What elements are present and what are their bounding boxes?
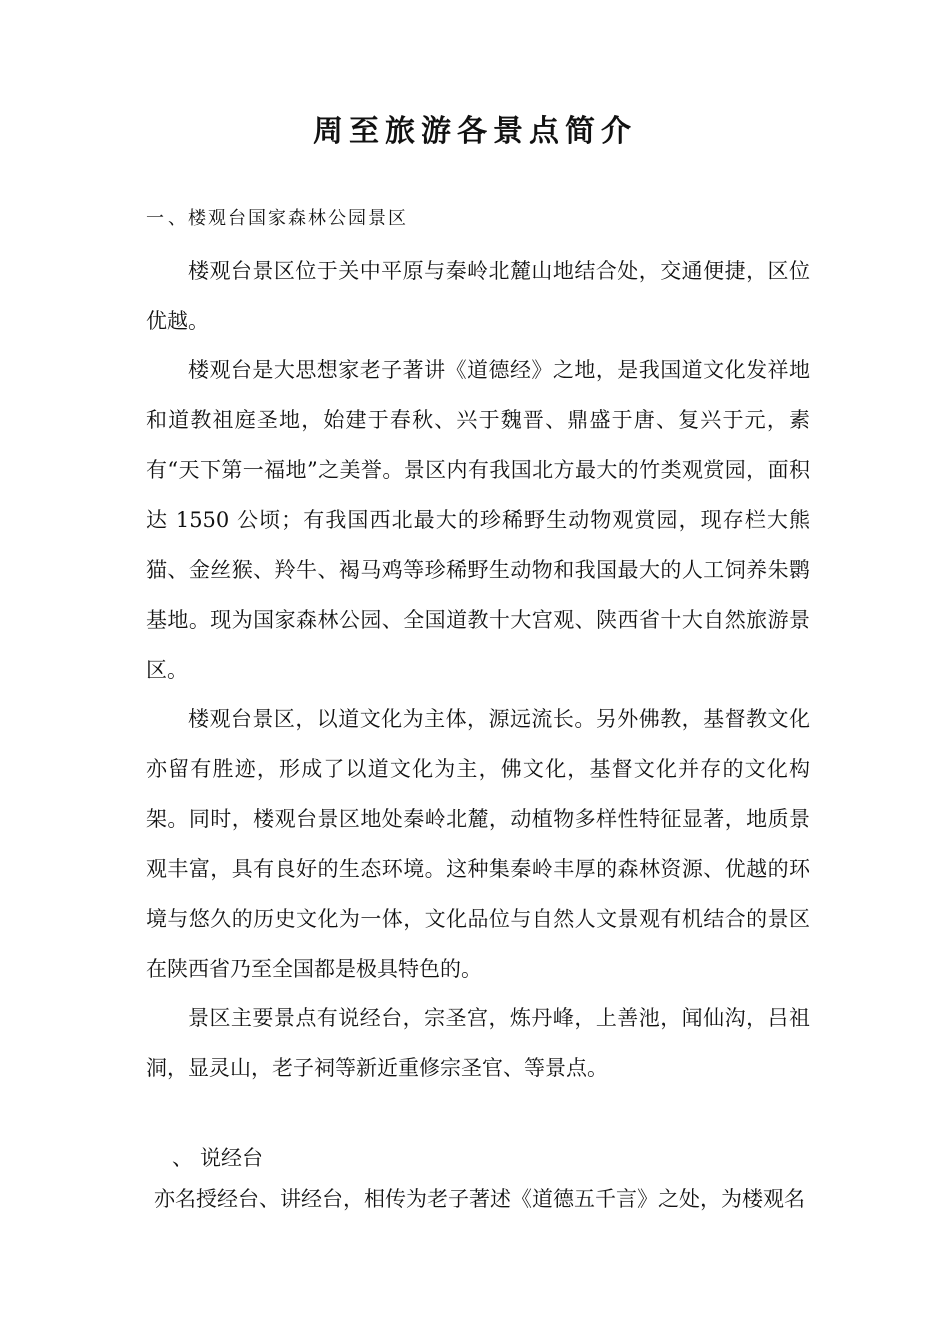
paragraph-location: 楼观台景区位于关中平原与秦岭北麓山地结合处，交通便捷，区位优越。	[146, 259, 810, 333]
sub-heading	[172, 1142, 263, 1172]
paragraph-history: 楼观台是大思想家老子著讲《道德经》之地，是我国道文化发祥地和道教祖庭圣地，始建于春秋、兴于魏晋、鼎盛于唐、复兴于元，素有“天下第一福地”之美誉。景区内有我国北方最大的竹类观赏园，面积达 1550 公顷；有我国西北最大的珍稀野生动物观赏园，现存栏大熊猫、金丝猴、羚牛、褐马鸡等珍稀野生动物和我国最大的人工饲养朱鹮基地。现为国家森林公园、全国道教十大宫观、陕西省十大自然旅游景区。	[146, 358, 810, 682]
paragraph-shuojingtai: 亦名授经台、讲经台，相传为老子著述《道德五千言》之处，为楼观名	[154, 1187, 805, 1211]
section-heading-text: 楼观台国家森林公园景区	[188, 208, 408, 229]
sub-heading-mark: 、	[172, 1146, 193, 1170]
sub-heading-text: 说经台	[200, 1146, 263, 1170]
document-title: 周至旅游各景点简介	[313, 114, 637, 149]
section-heading	[146, 204, 408, 230]
paragraph-culture: 楼观台景区，以道文化为主体，源远流长。另外佛教，基督教文化亦留有胜迹，形成了以道文化为主，佛文化，基督文化并存的文化构架。同时，楼观台景区地处秦岭北麓，动植物多样性特征显著，地质景观丰富，具有良好的生态环境。这种集秦岭丰厚的森林资源、优越的环境与悠久的历史文化为一体，文化品位与自然人文景观有机结合的景区在陕西省乃至全国都是极具特色的。	[146, 707, 810, 981]
section-separator: 、	[168, 208, 188, 229]
paragraph-attractions: 景区主要景点有说经台，宗圣宫，炼丹峰，上善池，闻仙沟，吕祖洞，显灵山，老子祠等新近重修宗圣官、等景点。	[146, 1006, 810, 1080]
section-number: 一	[146, 208, 166, 229]
